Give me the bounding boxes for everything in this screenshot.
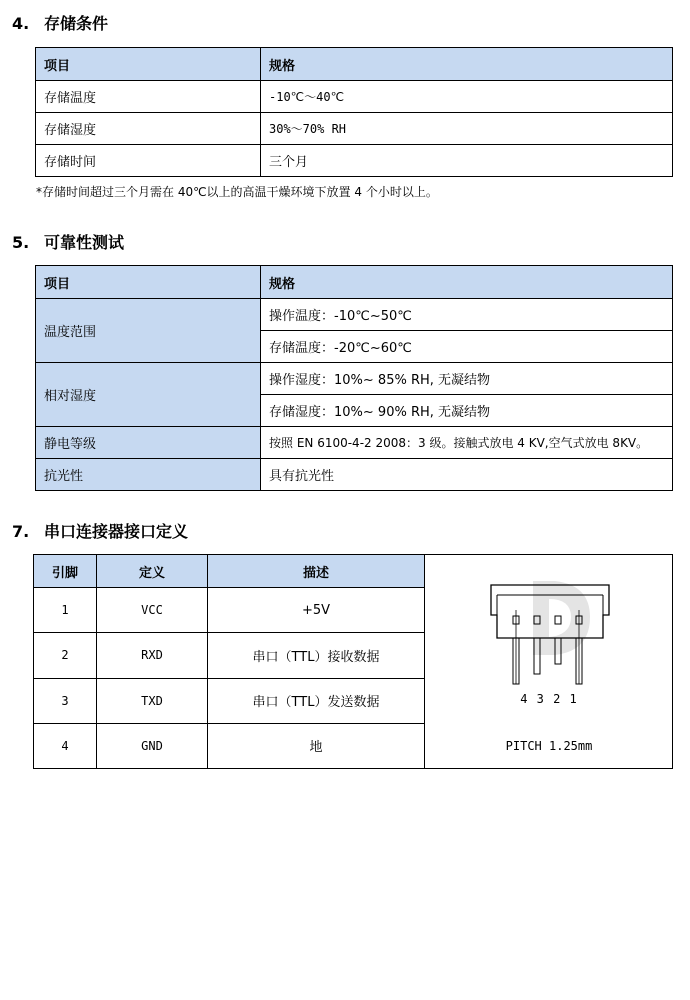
header-def: 定义 (97, 555, 208, 588)
row-def: TXD (97, 678, 208, 723)
section-number: 4. (12, 14, 30, 33)
table-row (36, 145, 673, 177)
row-item: 存储温度 (36, 81, 261, 113)
section-number: 7. (12, 522, 30, 541)
section-5-heading (12, 230, 124, 253)
row-item: 温度范围 (36, 299, 261, 363)
row-spec: 按照 EN 6100-4-2 2008：3 级。接触式放电 4 KV,空气式放电 8KV。 (261, 427, 673, 459)
row-item: 存储湿度 (36, 113, 261, 145)
row-item: 相对湿度 (36, 363, 261, 427)
pitch-label: PITCH 1.25mm (505, 739, 593, 753)
row-item: 抗光性 (36, 459, 261, 491)
reliability-test-table (35, 265, 673, 491)
serial-connector-table (33, 554, 673, 769)
pin-number-labels: 4 3 2 1 (520, 692, 578, 706)
row-desc: +5V (208, 588, 425, 633)
table-row (36, 459, 673, 491)
row-spec: 操作湿度：10%~ 85% RH, 无凝结物 (261, 363, 673, 395)
section-4-heading (12, 11, 108, 34)
row-spec: -10℃～40℃ (261, 81, 673, 113)
table-row (36, 299, 673, 331)
row-desc: 地 (208, 723, 425, 768)
header-desc: 描述 (208, 555, 425, 588)
section-title: 串口连接器接口定义 (44, 522, 189, 541)
storage-conditions-table (35, 47, 673, 177)
row-item: 存储时间 (36, 145, 261, 177)
section-title: 存储条件 (44, 14, 109, 33)
table-row (36, 363, 673, 395)
row-def: GND (97, 723, 208, 768)
header-item: 项目 (36, 48, 261, 81)
row-spec: 操作温度：-10℃~50℃ (261, 299, 673, 331)
row-spec: 存储湿度：10%~ 90% RH, 无凝结物 (261, 395, 673, 427)
table-header-row (36, 266, 673, 299)
row-pin: 2 (34, 633, 97, 678)
pin-contact (555, 616, 561, 624)
row-desc: 串口（TTL）接收数据 (208, 633, 425, 678)
row-pin: 1 (34, 588, 97, 633)
row-pin: 4 (34, 723, 97, 768)
header-pin: 引脚 (34, 555, 97, 588)
storage-note: *存储时间超过三个月需在 40℃以上的高温干燥环境下放置 4 个小时以上。 (36, 185, 438, 199)
header-spec: 规格 (261, 48, 673, 81)
header-spec: 规格 (261, 266, 673, 299)
table-row (36, 81, 673, 113)
connector-diagram-cell (425, 555, 673, 769)
row-spec: 30%～70% RH (261, 113, 673, 145)
table-row (36, 113, 673, 145)
section-number: 5. (12, 233, 30, 252)
row-spec: 具有抗光性 (261, 459, 673, 491)
row-def: VCC (97, 588, 208, 633)
header-item: 项目 (36, 266, 261, 299)
row-item: 静电等级 (36, 427, 261, 459)
table-header-row (34, 555, 673, 588)
connector-diagram (425, 555, 673, 768)
section-7-heading (12, 519, 188, 542)
row-spec: 三个月 (261, 145, 673, 177)
row-spec: 存储温度：-20℃~60℃ (261, 331, 673, 363)
row-def: RXD (97, 633, 208, 678)
row-pin: 3 (34, 678, 97, 723)
section-title: 可靠性测试 (44, 233, 125, 252)
table-header-row (36, 48, 673, 81)
table-row (36, 427, 673, 459)
row-desc: 串口（TTL）发送数据 (208, 678, 425, 723)
